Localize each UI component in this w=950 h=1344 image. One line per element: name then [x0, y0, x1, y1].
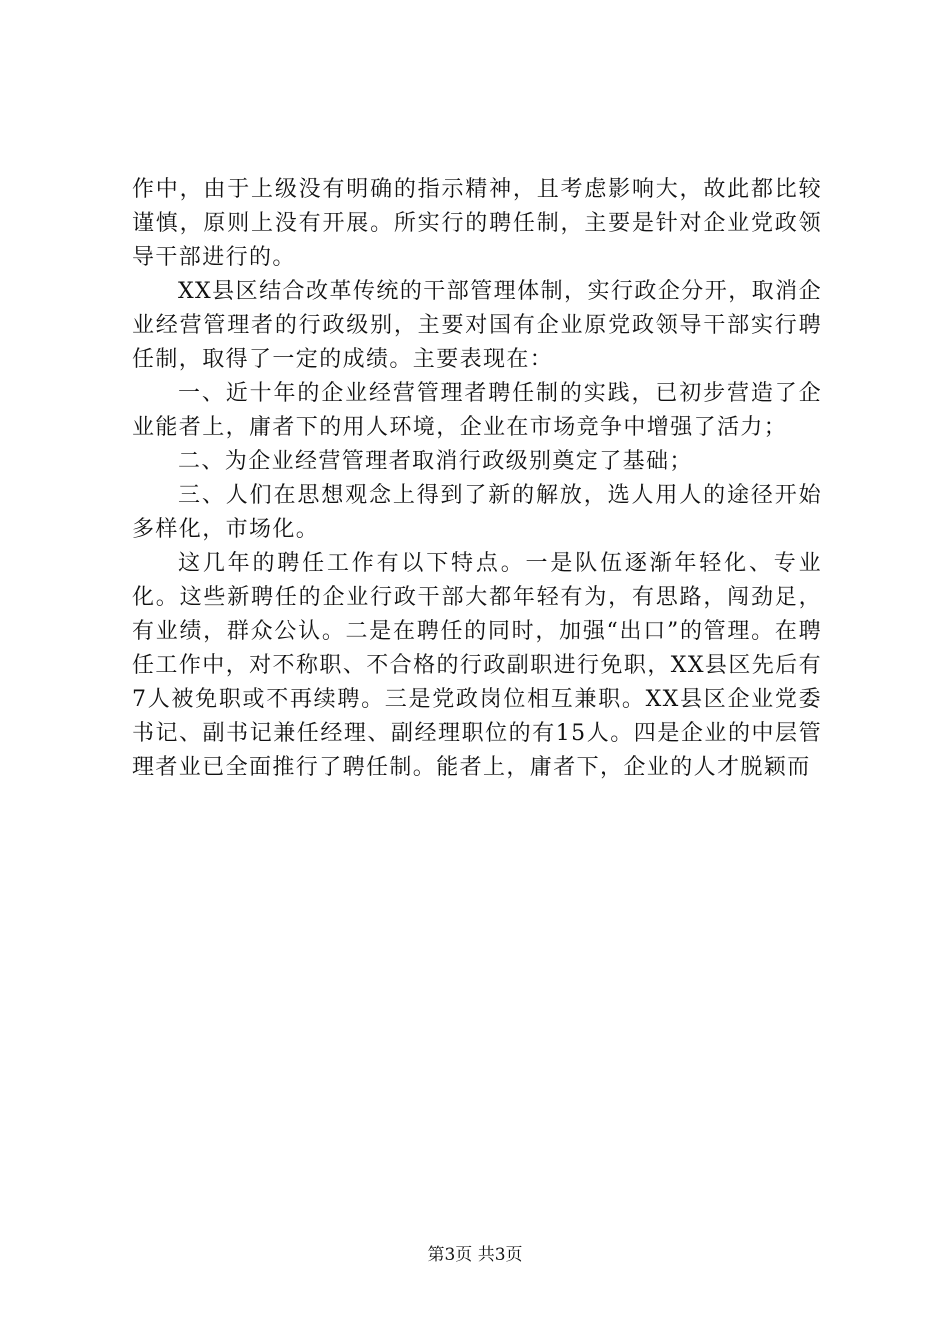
page-number-footer: 第3页 共3页: [427, 1245, 523, 1265]
paragraph-reform-intro: XX县区结合改革传统的干部管理体制，实行政企分开，取消企业经营管理者的行政级别，主要对国有企业原党政领导干部实行聘任制，取得了一定的成绩。主要表现在：: [132, 279, 822, 372]
paragraph-continuation: 作中，由于上级没有明确的指示精神，且考虑影响大，故此都比较谨慎，原则上没有开展。所实行的聘任制，主要是针对企业党政领导干部进行的。: [132, 177, 822, 270]
paragraph-point-two: 二、为企业经营管理者取消行政级别奠定了基础；: [178, 449, 693, 474]
paragraph-point-three: 三、人们在思想观念上得到了新的解放，选人用人的途径开始多样化，市场化。: [132, 483, 822, 542]
paragraph-point-one: 一、近十年的企业经营管理者聘任制的实践，已初步营造了企业能者上，庸者下的用人环境，企业在市场竞争中增强了活力；: [132, 381, 822, 440]
paragraph-features: 这几年的聘任工作有以下特点。一是队伍逐渐年轻化、专业化。这些新聘任的企业行政干部大都年轻有为，有思路，闯劲足，有业绩，群众公认。二是在聘任的同时，加强“出口”的管理。在聘任工作中，对不称职、不合格的行政副职进行免职，XX县区先后有7人被免职或不再续聘。三是党政岗位相互兼职。XX县区企业党委书记、副书记兼任经理、副经理职位的有15人。四是企业的中层管理者业已全面推行了聘任制。能者上，庸者下，企业的人才脱颖而: [132, 551, 822, 780]
document-body: [132, 173, 822, 785]
